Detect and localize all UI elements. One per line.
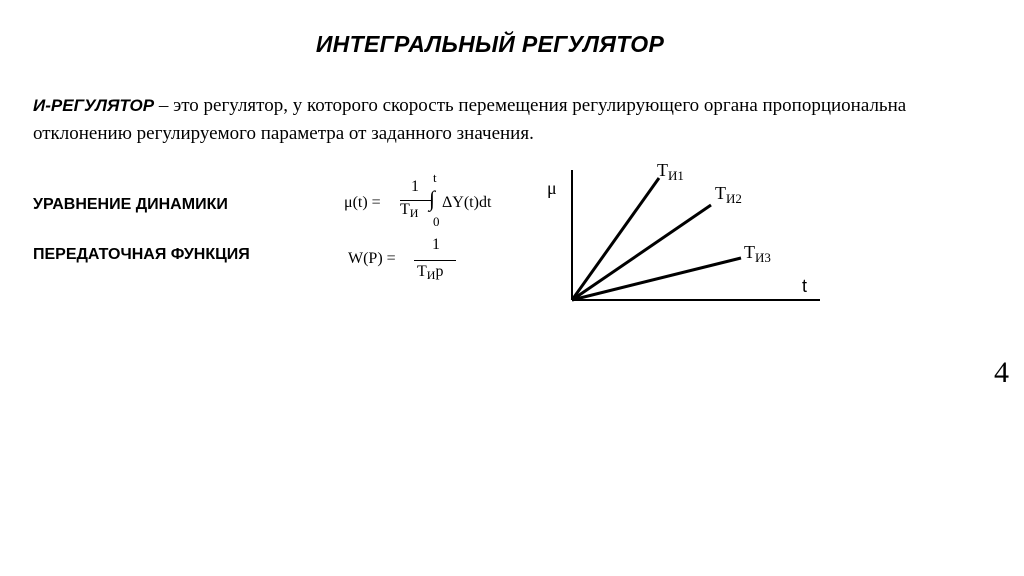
definition-text: – это регулятор, у которого скорость перемещения регулирующего органа пропорциональна отклонению регулируемого параметра от заданного значения.: [33, 95, 907, 144]
integral-response-graph: [535, 150, 835, 320]
transfer-denominator: $T_Иp$: [417, 263, 444, 282]
transfer-lhs: W(P) =: [348, 250, 396, 267]
definition-paragraph: [33, 92, 963, 148]
x-axis-label: t: [802, 276, 808, 296]
transfer-function-label: ПЕРЕДАТОЧНАЯ ФУНКЦИЯ: [33, 246, 250, 263]
transfer-formula: [348, 236, 478, 296]
dynamics-upper-limit: t: [433, 170, 437, 185]
transfer-numerator: 1: [432, 236, 440, 253]
dynamics-formula: [344, 170, 524, 236]
transfer-fraction-line: [414, 260, 456, 261]
dynamics-lhs: μ(t) =: [344, 194, 381, 211]
dynamics-numerator: 1: [411, 178, 419, 195]
response-line-2: [572, 205, 711, 300]
integral-sign: ∫: [429, 186, 436, 211]
definition-term: И-РЕГУЛЯТОР: [33, 96, 155, 115]
slide-title: ИНТЕГРАЛЬНЫЙ РЕГУЛЯТОР: [315, 31, 665, 57]
dynamics-integrand: ΔY(t)dt: [442, 194, 492, 211]
dynamics-denominator: $T_И$: [400, 201, 419, 220]
line-label-2: $T_{И2}$: [715, 183, 742, 206]
dynamics-lower-limit: 0: [433, 214, 440, 229]
y-axis-label: μ: [547, 178, 557, 198]
line-label-1: $T_{И1}$: [657, 160, 684, 183]
dynamics-equation-label: УРАВНЕНИЕ ДИНАМИКИ: [33, 196, 228, 213]
line-label-3: $T_{И3}$: [744, 242, 771, 265]
page-number: 4: [994, 356, 1009, 389]
